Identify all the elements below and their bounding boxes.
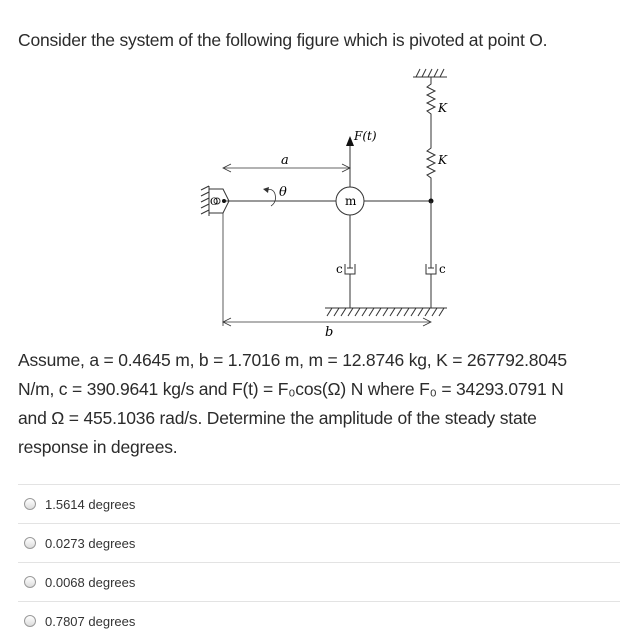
assumption-line-4: response in degrees. [18,437,178,457]
radio-button[interactable] [24,498,36,510]
assumption-text [18,346,618,462]
assumption-line-1: Assume, a = 0.4645 m, b = 1.7016 m, m = 12.8746 kg, K = 267792.8045 [18,350,567,370]
radio-button[interactable] [24,615,36,627]
dimension-b [223,213,431,326]
question-text: Consider the system of the following figure which is pivoted at point O. [18,30,548,50]
ground [325,308,447,316]
option-label: 0.0068 degrees [45,574,136,590]
answer-option[interactable] [18,562,620,601]
pivot-system-figure [195,68,460,338]
dimension-b-label: b [325,325,334,338]
spring-bottom [427,140,435,200]
pivot-o-label: O [210,197,219,208]
spring-top [427,77,435,124]
assumption-line-3: and Ω = 455.1036 rad/s. Determine the amplitude of the steady state [18,408,537,428]
option-label: 0.0273 degrees [45,535,136,551]
spring-k-bottom-label: K [438,153,447,167]
force-label: F(t) [354,129,377,143]
dimension-a-label: a [281,153,289,168]
answer-option[interactable] [18,523,620,562]
assumption-line-2: N/m, c = 390.9641 kg/s and F(t) = F₀cos(Ω) N where F₀ = 34293.0791 N [18,379,564,399]
answer-option[interactable] [18,601,620,640]
damper-c-right-label: c [439,262,446,276]
radio-button[interactable] [24,537,36,549]
answer-options [18,484,620,640]
radio-button[interactable] [24,576,36,588]
option-label: 1.5614 degrees [45,496,136,512]
option-label: 0.7807 degrees [45,613,136,629]
damper-c-left-label: c [336,262,343,276]
damper-left [345,215,355,308]
theta-arrow [267,190,276,207]
theta-label: θ [279,185,287,200]
mass-m-label: m [345,194,357,208]
ceiling-support [413,69,447,77]
answer-option[interactable] [18,484,620,523]
damper-right [426,201,436,308]
spring-k-top-label: K [438,101,447,115]
